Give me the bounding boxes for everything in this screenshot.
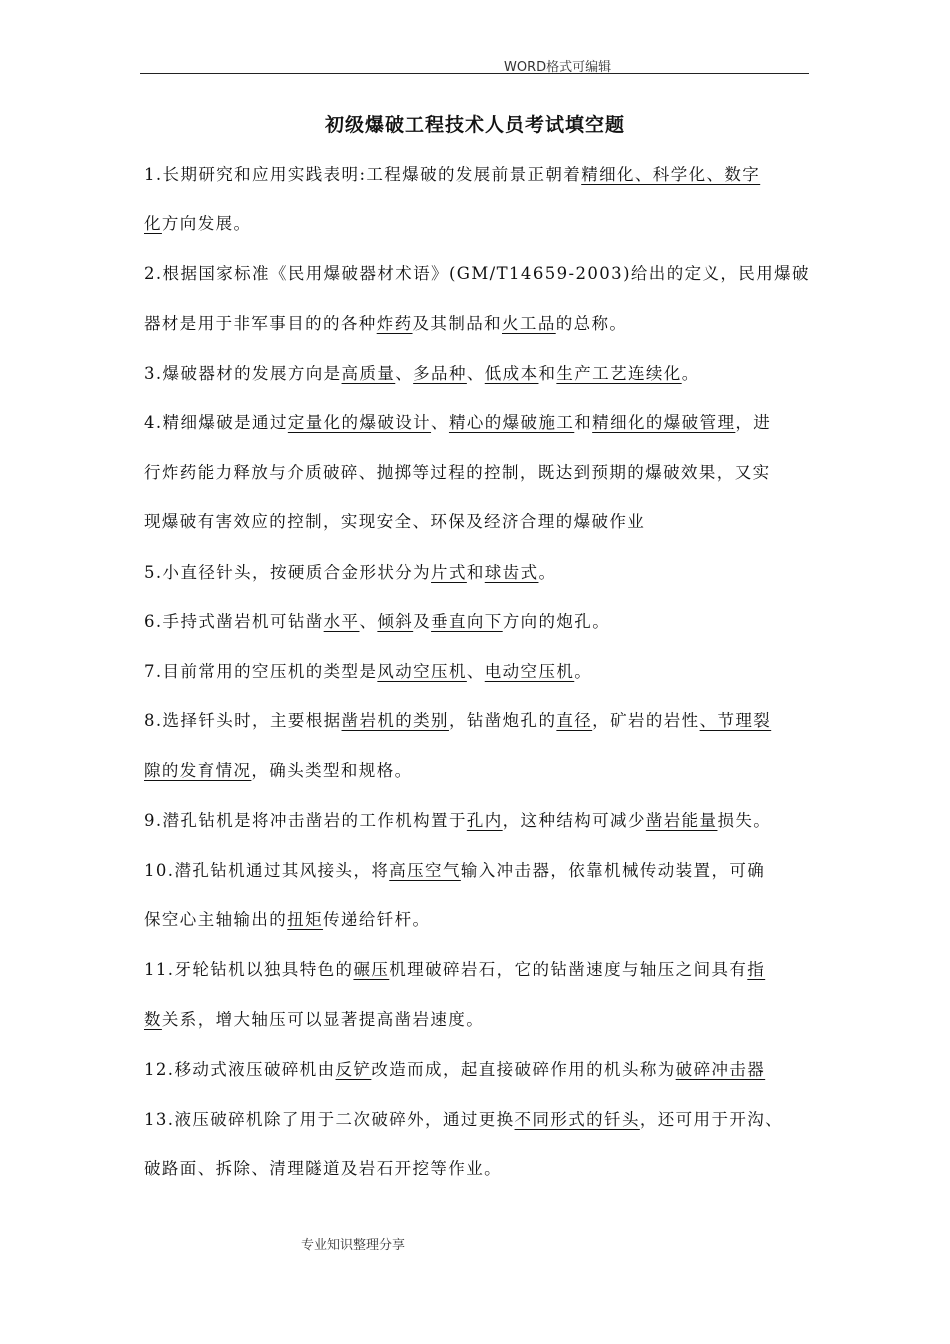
- text-segment: 10.潜孔钻机通过其风接头，将: [144, 861, 390, 880]
- text-segment: 器材是用于非军事目的的各种: [144, 314, 377, 333]
- answer-blank: 破碎冲击器: [675, 1060, 766, 1079]
- text-line: [144, 312, 627, 336]
- answer-blank: 片式: [431, 563, 467, 582]
- text-segment: 。: [538, 563, 557, 582]
- answer-blank: 倾斜: [377, 612, 414, 631]
- answer-blank: 凿岩能量: [645, 811, 718, 830]
- text-line: [144, 163, 760, 187]
- text-line: [144, 212, 251, 236]
- text-segment: 和: [538, 364, 557, 383]
- text-line: [144, 660, 592, 684]
- text-segment: 的总称。: [555, 314, 628, 333]
- text-line: [144, 1157, 502, 1181]
- text-line: [144, 1108, 783, 1132]
- text-segment: 12.移动式液压破碎机由: [144, 1060, 336, 1079]
- text-segment: 和: [574, 413, 593, 432]
- text-segment: 5.小直径针头，按硬质合金形状分为: [144, 563, 432, 582]
- page-footer: 专业知识整理分享: [301, 1238, 406, 1253]
- answer-blank: 多品种: [413, 364, 467, 383]
- text-segment: 行炸药能力释放与介质破碎、抛掷等过程的控制，既达到预期的爆破效果，又实: [144, 463, 771, 482]
- text-line: [144, 610, 610, 634]
- answer-blank: 、节理裂: [699, 711, 772, 730]
- answer-blank: 球齿式: [484, 563, 539, 582]
- text-line: [144, 908, 430, 932]
- text-line: [144, 461, 771, 485]
- answer-blank: 水平: [323, 612, 360, 631]
- text-line: [144, 262, 810, 286]
- text-segment: 、: [466, 364, 485, 383]
- answer-blank: 火工品: [502, 314, 556, 333]
- text-segment: 2.根据国家标准《民用爆破器材术语》(GM/T14659-2003)给出的定义，民用爆破: [144, 264, 810, 283]
- text-line: [144, 859, 765, 883]
- text-segment: 及: [413, 612, 432, 631]
- text-segment: ，进: [735, 413, 772, 432]
- answer-blank: 数: [144, 1010, 162, 1029]
- text-segment: 1.长期研究和应用实践表明:工程爆破的发展前景正朝着: [144, 165, 582, 184]
- text-segment: 13.液压破碎机除了用于二次破碎外，通过更换: [144, 1110, 515, 1129]
- text-line: [144, 759, 413, 783]
- text-segment: 11.牙轮钻机以独具特色的: [144, 960, 354, 979]
- text-segment: 传递给钎杆。: [323, 910, 431, 929]
- text-line: [144, 1008, 484, 1032]
- answer-blank: 精心的爆破施工: [448, 413, 575, 432]
- answer-blank: 垂直向下: [431, 612, 503, 631]
- answer-blank: 精细化的爆破管理: [592, 413, 736, 432]
- text-line: [144, 809, 771, 833]
- text-segment: 、: [466, 662, 485, 681]
- answer-blank: 凿岩机的类别: [341, 711, 449, 730]
- answer-blank: 高质量: [341, 364, 396, 383]
- text-segment: 破路面、拆除、清理隧道及岩石开挖等作业。: [144, 1159, 502, 1178]
- answer-blank: 精细化、科学化、数字: [581, 165, 761, 184]
- document-title: 初级爆破工程技术人员考试填空题: [324, 114, 625, 136]
- text-segment: 。: [681, 364, 700, 383]
- text-segment: 6.手持式凿岩机可钻凿: [144, 612, 324, 631]
- text-segment: 9.潜孔钻机是将冲击凿岩的工作机构置于: [144, 811, 467, 830]
- answer-blank: 直径: [556, 711, 593, 730]
- text-segment: 和: [466, 563, 485, 582]
- text-segment: 3.爆破器材的发展方向是: [144, 364, 342, 383]
- text-line: [144, 362, 700, 386]
- answer-blank: 反铲: [335, 1060, 372, 1079]
- answer-blank: 指: [747, 960, 766, 979]
- page-header: WORD格式可编辑: [504, 60, 612, 75]
- answer-blank: 电动空压机: [484, 662, 575, 681]
- text-segment: ，这种结构可减少: [502, 811, 646, 830]
- header-rule: [140, 73, 809, 74]
- text-segment: ，钻凿炮孔的: [448, 711, 557, 730]
- answer-blank: 低成本: [484, 364, 539, 383]
- text-segment: 方向发展。: [161, 214, 252, 233]
- answer-blank: 不同形式的钎头: [514, 1110, 640, 1129]
- text-segment: 。: [574, 662, 593, 681]
- text-line: [144, 958, 765, 982]
- answer-blank: 生产工艺连续化: [556, 364, 682, 383]
- answer-blank: 扭矩: [287, 910, 324, 929]
- text-segment: 7.目前常用的空压机的类型是: [144, 662, 378, 681]
- text-segment: 、: [395, 364, 414, 383]
- answer-blank: 风动空压机: [377, 662, 467, 681]
- answer-blank: 化: [144, 214, 162, 233]
- answer-blank: 碾压: [353, 960, 390, 979]
- answer-blank: 炸药: [376, 314, 413, 333]
- text-segment: 损失。: [717, 811, 772, 830]
- answer-blank: 高压空气: [389, 861, 461, 880]
- text-segment: 、: [431, 413, 449, 432]
- text-segment: 及其制品和: [412, 314, 503, 333]
- text-line: [144, 561, 556, 585]
- text-line: [144, 709, 771, 733]
- text-segment: ，确头类型和规格。: [251, 761, 413, 780]
- answer-blank: 孔内: [466, 811, 503, 830]
- text-line: [144, 510, 645, 534]
- answer-blank: 隙的发育情况: [144, 761, 252, 780]
- text-segment: 改造而成，起直接破碎作用的机头称为: [371, 1060, 676, 1079]
- text-segment: 8.选择钎头时，主要根据: [144, 711, 342, 730]
- text-segment: 关系，增大轴压可以显著提高凿岩速度。: [161, 1010, 485, 1029]
- text-segment: 保空心主轴输出的: [144, 910, 288, 929]
- text-segment: 机理破碎岩石，它的钻凿速度与轴压之间具有: [389, 960, 748, 979]
- text-segment: 现爆破有害效应的控制，实现安全、环保及经济合理的爆破作业: [144, 512, 646, 531]
- text-line: [144, 1058, 765, 1082]
- text-segment: ，还可用于开沟、: [639, 1110, 784, 1129]
- text-segment: 输入冲击器，依靠机械传动装置，可确: [460, 861, 766, 880]
- text-segment: 4.精细爆破是通过: [144, 413, 288, 432]
- text-line: [144, 411, 771, 435]
- text-segment: 方向的炮孔。: [502, 612, 611, 631]
- text-segment: 、: [359, 612, 378, 631]
- answer-blank: 定量化的爆破设计: [287, 413, 432, 432]
- text-segment: ，矿岩的岩性: [592, 711, 700, 730]
